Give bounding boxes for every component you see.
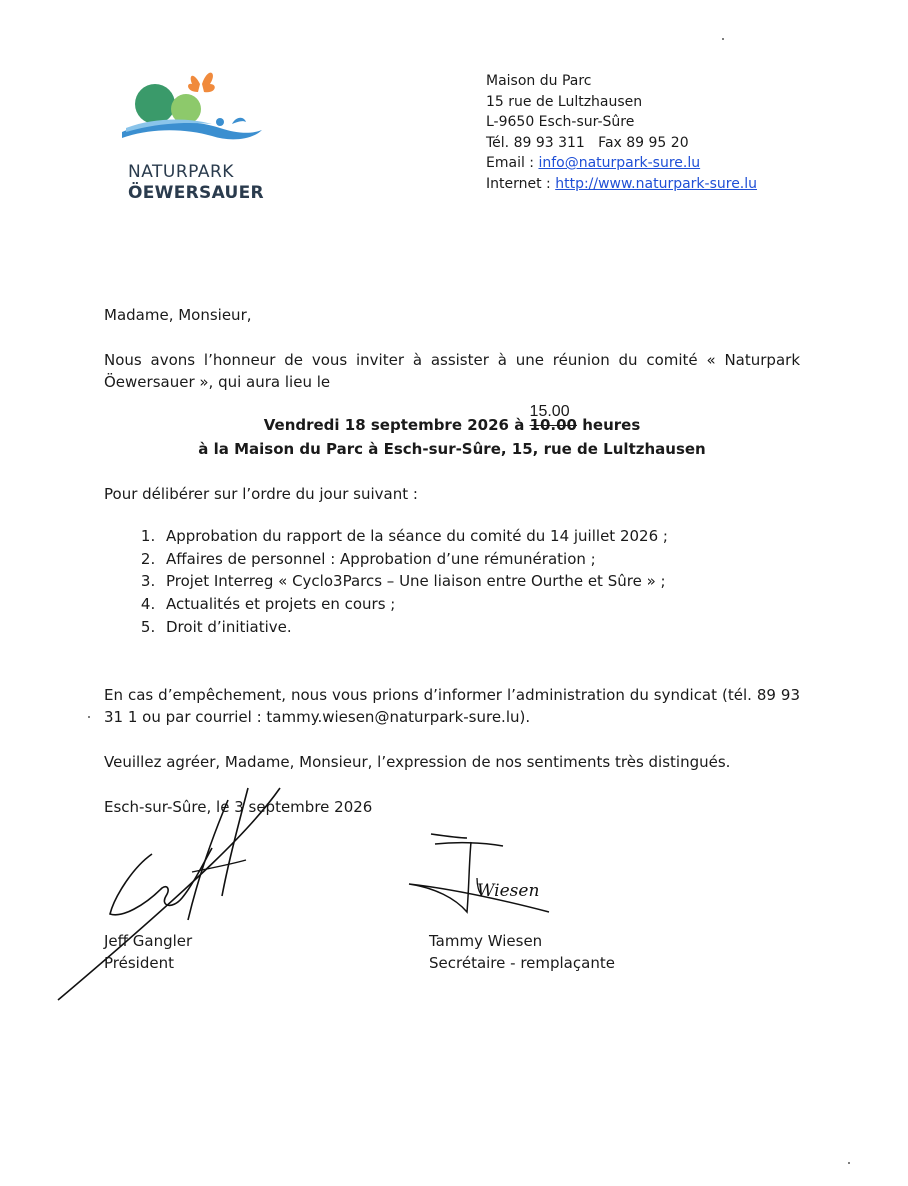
meeting-date-time [104, 403, 800, 437]
address-email-row [486, 153, 757, 174]
scan-speck [848, 1162, 850, 1164]
logo-name-line2: ÖEWERSAUER [128, 183, 264, 203]
email-link[interactable]: info@naturpark-sure.lu [538, 155, 701, 171]
agenda-list [104, 525, 800, 639]
absence-paragraph: En cas d’empêchement, nous vous prions d’informer l’administration du syndicat (tél. 89 93 31 1 ou par courriel : tammy.wiesen@naturpark-sure.lu). [104, 686, 800, 726]
signature-handwriting: Wiesen [477, 881, 540, 901]
internet-label: Internet : [486, 175, 556, 192]
meeting-place: à la Maison du Parc à Esch-sur-Sûre, 15, rue de Lultzhausen [198, 440, 706, 458]
struck-time: 10.00 [529, 416, 577, 434]
address-block [486, 71, 757, 194]
president-name: Jeff Gangler [104, 932, 193, 950]
address-phone: Tél. 89 93 311 Fax 89 95 20 [486, 134, 689, 151]
logo-green-circle-dark [135, 84, 175, 124]
agenda-item: 1. Approbation du rapport de la séance du comité du 14 juillet 2026 ; [160, 525, 800, 548]
logo-butterfly-icon [188, 73, 215, 93]
salutation: Madame, Monsieur, [104, 306, 252, 324]
agenda-item: 3. Projet Interreg « Cyclo3Parcs – Une liaison entre Ourthe et Sûre » ; [160, 570, 800, 593]
intro-paragraph: Nous avons l’honneur de vous inviter à assister à une réunion du comité « Naturpark Öewersauer », qui aura lieu le [104, 351, 800, 391]
address-line3: L-9650 Esch-sur-Sûre [486, 114, 635, 130]
agenda-item: 5. Droit d’initiative. [160, 616, 800, 639]
secretary-name: Tammy Wiesen [429, 932, 543, 950]
scan-speck [722, 38, 724, 40]
handwritten-time-correction: 15.00 [529, 403, 570, 420]
closing-formula: Veuillez agréer, Madame, Monsieur, l’expression de nos sentiments très distingués. [104, 753, 731, 771]
address-line1: Maison du Parc [486, 73, 592, 89]
logo-splash [232, 118, 246, 124]
agenda-list-container [104, 525, 800, 639]
secretary-block [429, 930, 615, 974]
scan-speck [88, 716, 90, 718]
meeting-time-suffix: heures [577, 416, 641, 434]
internet-link[interactable]: http://www.naturpark-sure.lu [555, 175, 758, 192]
agenda-intro: Pour délibérer sur l’ordre du jour suivant : [104, 485, 418, 503]
president-title: Président [104, 954, 174, 972]
meeting-time-wrapper [529, 403, 577, 434]
place-and-date: Esch-sur-Sûre, le 3 septembre 2026 [104, 798, 373, 816]
address-line2: 15 rue de Lultzhausen [486, 93, 643, 110]
email-label: Email : [486, 155, 539, 171]
president-block [104, 930, 192, 974]
agenda-item: 2. Affaires de personnel : Approbation d’une rémunération ; [160, 548, 800, 571]
logo-name-line1: NATURPARK [128, 162, 234, 182]
logo-drop [216, 118, 224, 126]
secretary-signature [405, 828, 555, 918]
secretary-title: Secrétaire - remplaçante [429, 954, 615, 972]
address-internet-row [486, 174, 757, 195]
agenda-item: 4. Actualités et projets en cours ; [160, 593, 800, 616]
meeting-date: Vendredi 18 septembre 2026 à [263, 416, 530, 434]
